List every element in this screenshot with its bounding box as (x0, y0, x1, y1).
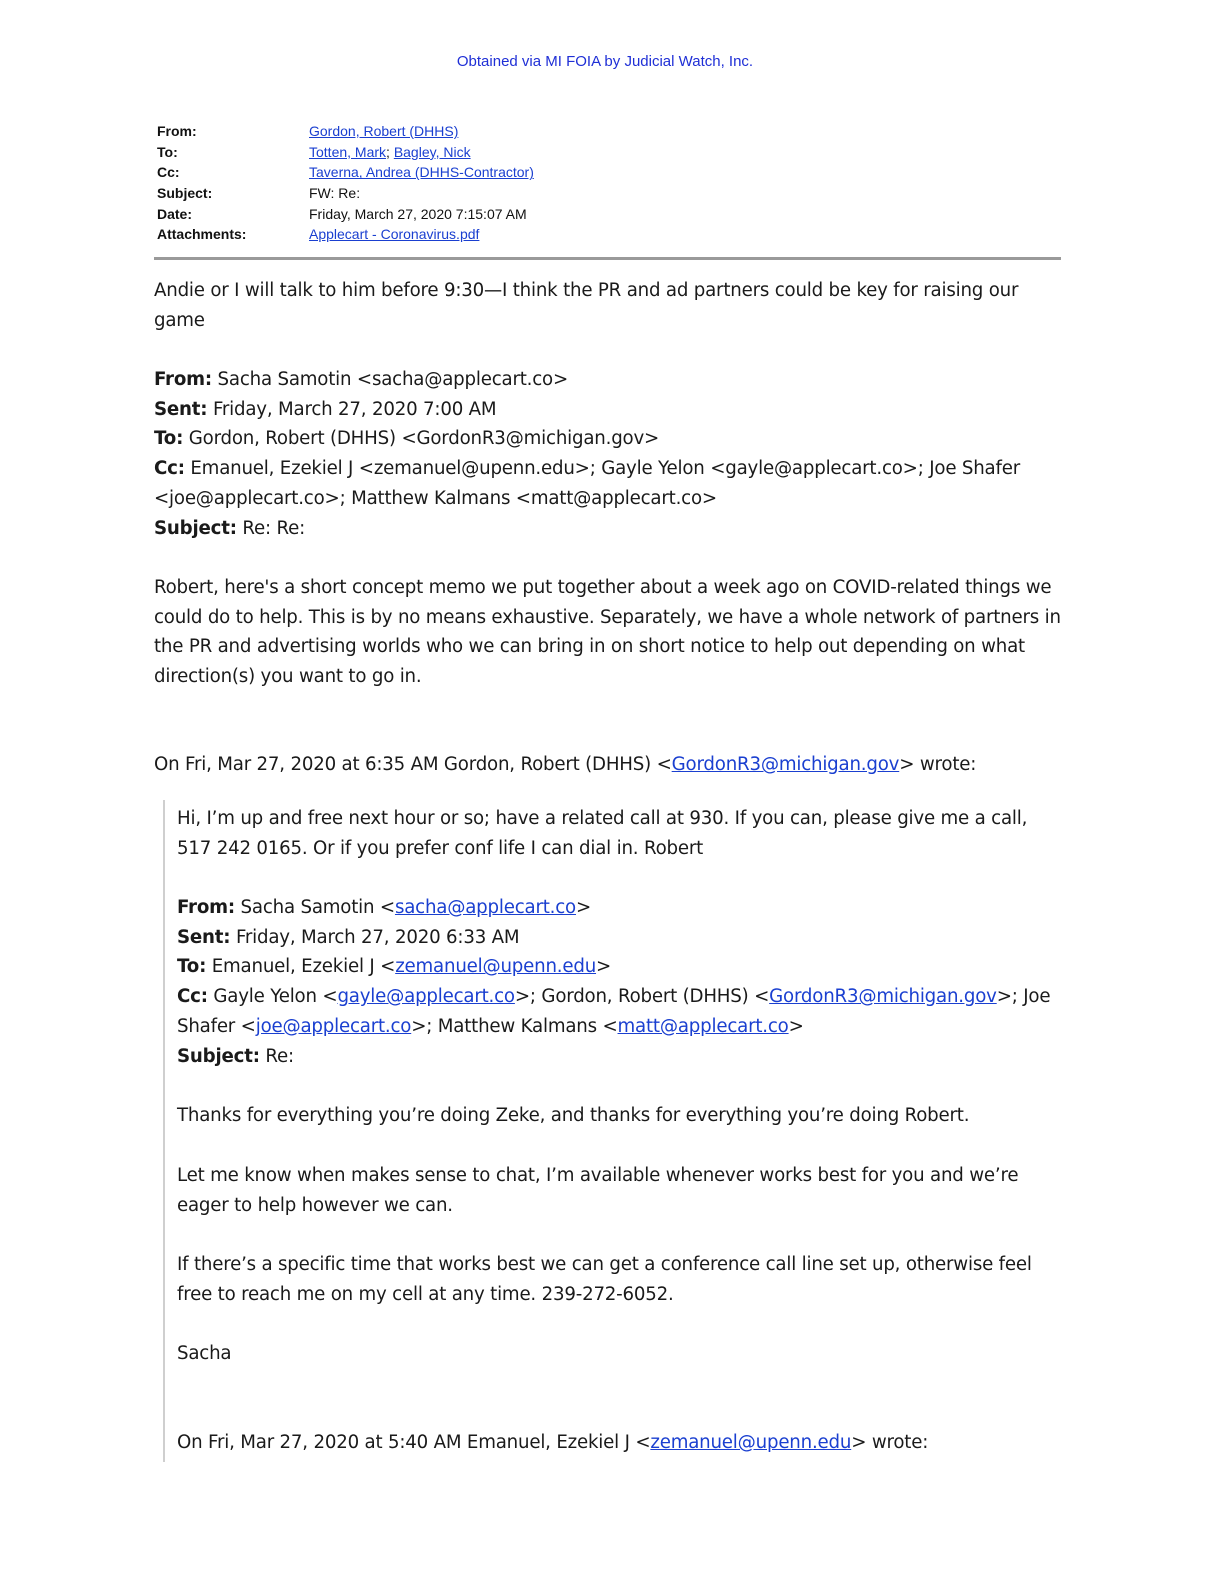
message-body-sacha (154, 573, 1074, 692)
fwd-subject-value: Re: Re: (236, 517, 306, 539)
quoted-from-line (177, 893, 1067, 923)
quoted-cc-email-joe[interactable]: joe@applecart.co (255, 1015, 412, 1037)
quoted-line: Let me know when makes sense to chat, I’m available whenever works best for you and we’re (177, 1165, 1019, 1186)
message-line: game (154, 309, 205, 331)
message-body-gordon (154, 276, 1074, 335)
message-line: Andie or I will talk to him before 9:30—I think the PR and ad partners could be key for raising our (154, 280, 1019, 301)
fwd-to-label: To: (154, 428, 184, 450)
forwarded-header (154, 365, 1074, 543)
header-divider (154, 257, 1061, 260)
quoted-line: If there’s a specific time that works best we can get a conference call line set up, otherwise feel (177, 1254, 1032, 1275)
fwd-cc-line (154, 454, 1074, 484)
fwd-from-line (154, 365, 1074, 395)
quoted-cc-close: > (788, 1015, 804, 1037)
message-line: could do to help. This is by no means exhaustive. Separately, we have a whole network of partners in (154, 606, 1061, 628)
header-subject-value: FW: Re: (309, 185, 361, 202)
message-line: the PR and advertising worlds who we can bring in on short notice to help out depending on what (154, 636, 1025, 658)
attribution-suffix: > wrote: (851, 1432, 929, 1453)
fwd-cc-line-2: <joe@applecart.co>; Matthew Kalmans <matt@applecart.co> (154, 487, 717, 509)
header-attachments-label: Attachments: (157, 226, 247, 243)
reply-attribution (154, 750, 1074, 780)
quoted-line: Hi, I’m up and free next hour or so; have a related call at 930. If you can, please give me a call, (177, 808, 1028, 829)
quoted-to-name: Emanuel, Ezekiel J < (206, 956, 396, 978)
fwd-cc-label: Cc: (154, 458, 185, 480)
quoted-to-label: To: (177, 956, 207, 978)
quoted-line: free to reach me on my cell at any time. 239-272-6052. (177, 1283, 674, 1305)
attribution-text: On Fri, Mar 27, 2020 at 6:35 AM Gordon, Robert (DHHS) < (154, 754, 672, 775)
fwd-to-line (154, 424, 1074, 454)
attribution-suffix: > wrote: (899, 754, 977, 775)
fwd-from-label: From: (154, 369, 212, 390)
header-date-label: Date: (157, 205, 193, 222)
quoted-from-email-link[interactable]: sacha@applecart.co (394, 897, 576, 918)
header-from-row (157, 121, 534, 142)
header-to-link-bagley[interactable]: Bagley, Nick (393, 143, 471, 160)
header-cc-row (157, 162, 534, 183)
quoted-from-name: Sacha Samotin < (234, 897, 395, 918)
fwd-cc-value: Emanuel, Ezekiel J <zemanuel@upenn.edu>; Gayle Yelon <gayle@applecart.co>; Joe Shafer (184, 458, 1020, 480)
quoted-header (177, 893, 1067, 1071)
header-to-row (157, 142, 534, 163)
header-subject-label: Subject: (157, 185, 213, 202)
quoted-to-line (177, 952, 1067, 982)
quoted-sent-line (177, 923, 1067, 953)
fwd-sent-line (154, 395, 1074, 425)
fwd-from-value: Sacha Samotin <sacha@applecart.co> (211, 369, 569, 390)
quoted-from-close: > (575, 897, 592, 918)
email-header (157, 121, 534, 245)
header-attachments-row (157, 224, 534, 245)
header-subject-row (157, 183, 534, 204)
fwd-subject-line (154, 514, 1074, 544)
quoted-conference (177, 1250, 1067, 1309)
quoted-sent-value: Friday, March 27, 2020 6:33 AM (230, 926, 520, 948)
quoted-cc-text: Gayle Yelon < (207, 986, 338, 1008)
header-date-row (157, 204, 534, 225)
fwd-sent-value: Friday, March 27, 2020 7:00 AM (207, 398, 497, 420)
attribution-email-link[interactable]: GordonR3@michigan.gov (671, 754, 900, 775)
foia-watermark: Obtained via MI FOIA by Judicial Watch, Inc. (456, 53, 754, 70)
fwd-subject-label: Subject: (154, 517, 237, 539)
quoted-cc-text: >; Joe (996, 986, 1051, 1008)
quoted-cc-email-matt[interactable]: matt@applecart.co (617, 1015, 789, 1037)
quoted-cc-text: >; Matthew Kalmans < (411, 1015, 618, 1037)
attachment-link[interactable]: Applecart - Coronavirus.pdf (309, 226, 480, 243)
quoted-signature (177, 1339, 1067, 1369)
quoted-to-close: > (596, 956, 612, 978)
quoted-from-label: From: (177, 897, 235, 918)
signature-name: Sacha (177, 1343, 232, 1364)
quoted-line: eager to help however we can. (177, 1194, 453, 1216)
header-to-separator: ; (386, 143, 394, 160)
quoted-message-gordon (177, 804, 1067, 863)
quoted-subject-label: Subject: (177, 1045, 260, 1067)
quoted-cc-line-2 (177, 1012, 1067, 1042)
quoted-subject-value: Re: (259, 1045, 294, 1067)
quoted-cc-email-gordon[interactable]: GordonR3@michigan.gov (769, 986, 997, 1008)
header-from-link[interactable]: Gordon, Robert (DHHS) (309, 123, 459, 139)
quoted-cc-text: Shafer < (177, 1015, 256, 1037)
quoted-cc-email-gayle[interactable]: gayle@applecart.co (337, 986, 515, 1008)
attribution-email-link[interactable]: zemanuel@upenn.edu (650, 1432, 852, 1453)
header-from-label: From: (157, 123, 197, 139)
fwd-sent-label: Sent: (154, 398, 208, 420)
quoted-let-me-know (177, 1161, 1067, 1220)
attribution-text: On Fri, Mar 27, 2020 at 5:40 AM Emanuel, Ezekiel J < (177, 1432, 651, 1453)
message-line: direction(s) you want to go in. (154, 666, 422, 688)
header-date-value: Friday, March 27, 2020 7:15:07 AM (309, 205, 527, 222)
quoted-thanks (177, 1101, 1067, 1131)
quoted-to-email-link[interactable]: zemanuel@upenn.edu (395, 956, 597, 978)
quoted-line: 517 242 0165. Or if you prefer conf life I can dial in. Robert (177, 837, 704, 859)
quoted-sent-label: Sent: (177, 926, 231, 948)
message-line: Robert, here's a short concept memo we put together about a week ago on COVID-related things we (154, 577, 1052, 598)
header-to-label: To: (157, 143, 178, 160)
quoted-cc-text: >; Gordon, Robert (DHHS) < (514, 986, 770, 1008)
header-to-link-totten[interactable]: Totten, Mark (309, 143, 387, 160)
header-cc-label: Cc: (157, 164, 180, 181)
header-cc-link[interactable]: Taverna, Andrea (DHHS-Contractor) (309, 164, 534, 181)
quoted-attribution (177, 1428, 1067, 1458)
quote-bar (163, 800, 165, 1462)
quoted-subject-line (177, 1042, 1067, 1072)
quoted-line: Thanks for everything you’re doing Zeke, and thanks for everything you’re doing Robert. (177, 1105, 970, 1126)
quoted-cc-line (177, 982, 1067, 1012)
quoted-cc-label: Cc: (177, 986, 208, 1008)
fwd-to-value: Gordon, Robert (DHHS) <GordonR3@michigan.gov> (183, 428, 660, 450)
